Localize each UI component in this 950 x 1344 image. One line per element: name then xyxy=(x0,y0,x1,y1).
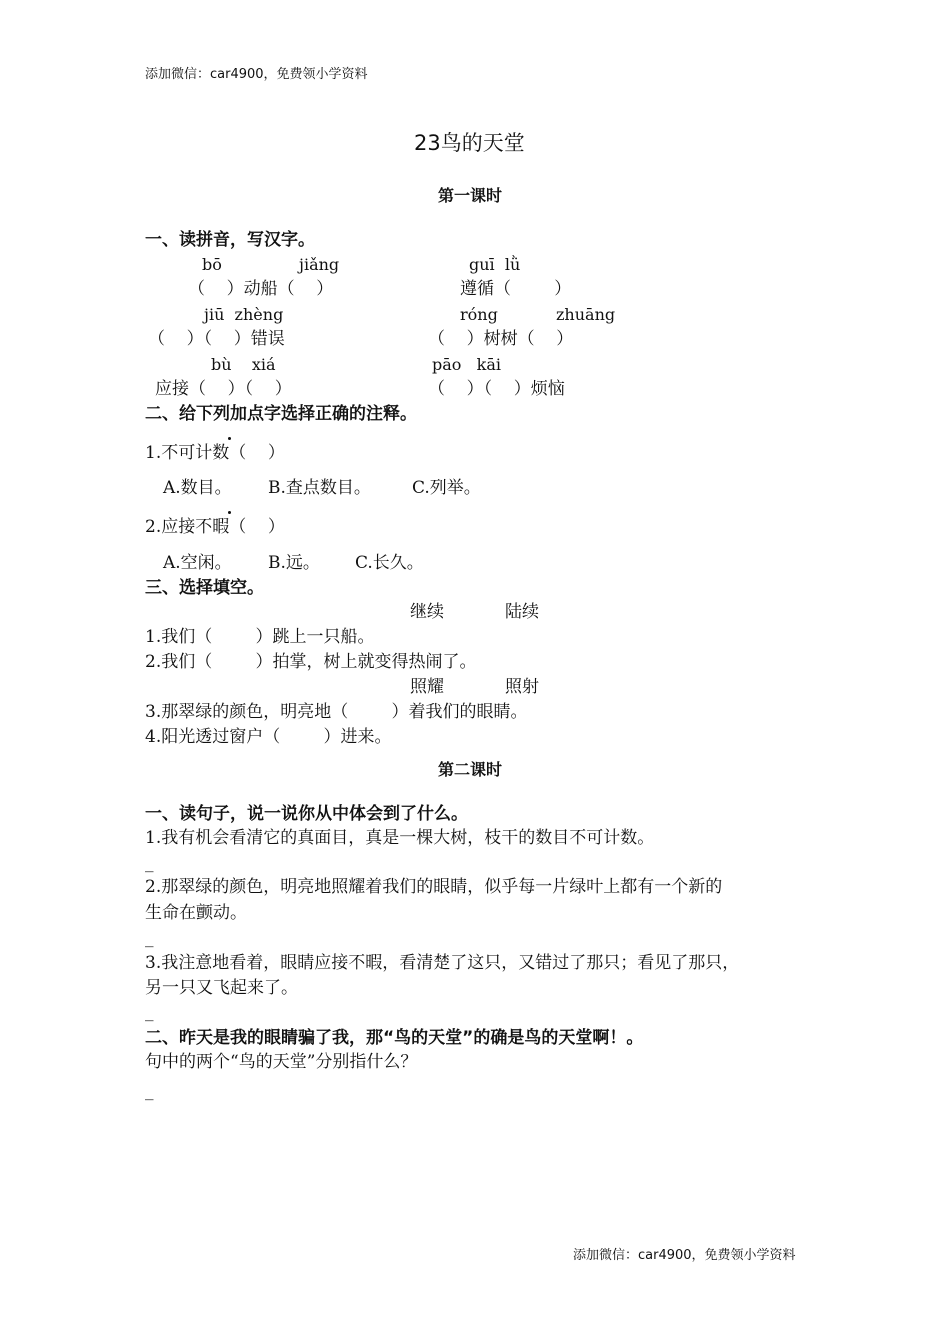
pinyin-rong: róng xyxy=(460,305,498,324)
answer-blank-3: _ xyxy=(145,1002,154,1022)
l1-q1-row2-right: （ ）树树（ ） xyxy=(428,329,574,349)
l1-q2-heading: 二、给下列加点字选择正确的注释。 xyxy=(145,404,417,424)
l1-q3-sentence1: 1.我们（ ）跳上一只船。 xyxy=(145,627,375,647)
pinyin-jiuzheng: jiū zhèng xyxy=(204,305,284,324)
l1-q2-item2-option-a: A.空闲。 xyxy=(163,553,232,573)
l2-q1-heading: 一、读句子，说一说你从中体会到了什么。 xyxy=(145,804,468,824)
l1-q1-row2-left: （ ）（ ）错误 xyxy=(148,329,285,349)
answer-blank-1: _ xyxy=(145,853,154,873)
pinyin-jiang: jiǎng xyxy=(299,255,340,274)
l1-q2-item2: 2.应接不暇（ ） xyxy=(145,517,285,537)
l2-q1-sentence3-line2: 另一只又飞起来了。 xyxy=(145,978,298,998)
l1-q3-sentence2: 2.我们（ ）拍掌，树上就变得热闹了。 xyxy=(145,652,477,672)
l2-q1-sentence2-line2: 生命在颤动。 xyxy=(145,903,247,923)
l1-q2-item1: 1.不可计数（ ） xyxy=(145,443,285,463)
l1-q1-row1-right: 遵循（ ） xyxy=(460,279,572,299)
pinyin-buxia: bù xiá xyxy=(211,355,276,374)
page-footer: 添加微信：car4900，免费领小学资料 xyxy=(573,1248,796,1263)
l2-q2-heading: 二、昨天是我的眼睛骗了我，那“鸟的天堂”的确是鸟的天堂啊！。 xyxy=(145,1028,644,1048)
l2-q1-sentence2-line1: 2.那翠绿的颜色，明亮地照耀着我们的眼睛，似乎每一片绿叶上都有一个新的 xyxy=(145,877,723,897)
pinyin-zhuang: zhuāng xyxy=(556,305,616,324)
word-choice-zhaoyao: 照耀 xyxy=(410,677,444,697)
page-header: 添加微信：car4900，免费领小学资料 xyxy=(145,67,368,82)
l2-q1-sentence3-line1: 3.我注意地看着，眼睛应接不暇，看清楚了这只，又错过了那只；看见了那只， xyxy=(145,953,740,973)
l1-q1-row1-left: （ ）动船（ ） xyxy=(188,279,334,299)
l1-q2-item1-option-a: A.数目。 xyxy=(163,478,232,498)
pinyin-bo: bō xyxy=(202,255,222,274)
word-choice-zhaoshe: 照射 xyxy=(505,677,539,697)
pinyin-guilv: guī lǜ xyxy=(469,255,521,274)
l1-q3-sentence3: 3.那翠绿的颜色，明亮地（ ）着我们的眼睛。 xyxy=(145,702,528,722)
page-title: 23鸟的天堂 xyxy=(414,131,525,155)
lesson2-title: 第二课时 xyxy=(438,760,503,779)
answer-blank-2: _ xyxy=(145,928,154,948)
l1-q2-item2-option-b: B.远。 xyxy=(268,553,320,573)
word-choice-jixu: 继续 xyxy=(410,602,444,622)
l2-q1-sentence1: 1.我有机会看清它的真面目，真是一棵大树，枝干的数目不可计数。 xyxy=(145,828,655,848)
lesson1-title: 第一课时 xyxy=(438,186,503,205)
emphasis-dot-2 xyxy=(228,511,231,514)
pinyin-paokai: pāo kāi xyxy=(432,355,502,374)
l1-q2-item1-option-c: C.列举。 xyxy=(412,478,481,498)
l1-q3-heading: 三、选择填空。 xyxy=(145,578,264,598)
l1-q3-sentence4: 4.阳光透过窗户（ ）进来。 xyxy=(145,727,392,747)
word-choice-luxu: 陆续 xyxy=(505,602,539,622)
l1-q1-row3-right: （ ）（ ）烦恼 xyxy=(428,379,565,399)
l1-q2-item2-option-c: C.长久。 xyxy=(355,553,424,573)
l2-q2-text: 句中的两个“鸟的天堂”分别指什么？ xyxy=(145,1052,418,1072)
l1-q1-row3-left: 应接（ ）（ ） xyxy=(155,379,292,399)
emphasis-dot-1 xyxy=(228,437,231,440)
l1-q2-item1-option-b: B.查点数目。 xyxy=(268,478,371,498)
answer-blank-4: _ xyxy=(145,1081,154,1101)
l1-q1-heading: 一、读拼音，写汉字。 xyxy=(145,230,315,250)
